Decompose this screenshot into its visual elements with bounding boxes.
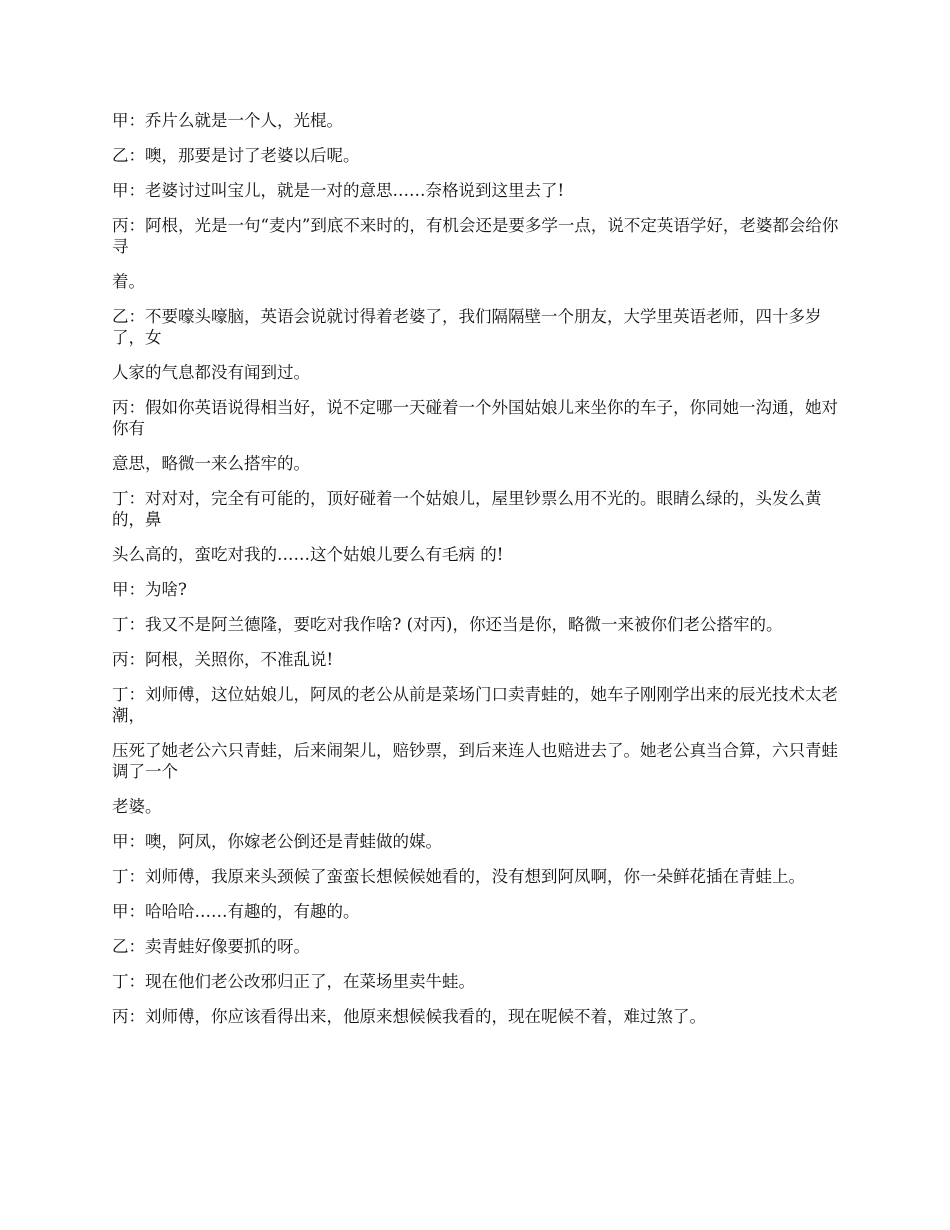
dialogue-line: 丁：刘师傅，这位姑娘儿，阿凤的老公从前是菜场门口卖青蛙的，她车子刚刚学出来的辰光技术太老潮，: [112, 685, 838, 725]
dialogue-line: 甲：乔片么就是一个人，光棍。: [112, 111, 343, 130]
dialogue-text-body: [112, 110, 840, 1041]
dialogue-line-continuation: 压死了她老公六只青蛙，后来闹架儿，赔钞票，到后来连人也赔进去了。她老公真当合算，六只青蛙调了一个: [112, 741, 838, 781]
dialogue-line: 甲：为啥?: [112, 580, 187, 599]
dialogue-line-continuation: 人家的气息都没有闻到过。: [112, 363, 310, 382]
dialogue-line: 丁：刘师傅，我原来头颈候了蛮蛮长想候候她看的，没有想到阿凤啊，你一朵鲜花插在青蛙上。: [112, 867, 805, 886]
dialogue-line-continuation: 着。: [112, 272, 145, 291]
dialogue-line: 乙：不要嚎头嚎脑，英语会说就讨得着老婆了，我们隔隔壁一个朋友，大学里英语老师，四十多岁了，女: [112, 307, 822, 347]
dialogue-line-continuation: 头么高的，蛮吃对我的……这个姑娘儿要么有毛病 的!: [112, 545, 504, 564]
dialogue-line: 丙：阿根，关照你，不准乱说!: [112, 650, 334, 669]
dialogue-line: 丁：对对对，完全有可能的，顶好碰着一个姑娘儿，屋里钞票么用不光的。眼睛么绿的，头发么黄的，鼻: [112, 489, 822, 529]
dialogue-line: 甲：哈哈哈……有趣的，有趣的。: [112, 902, 360, 921]
dialogue-line: 丙：假如你英语说得相当好，说不定哪一天碰着一个外国姑娘儿来坐你的车子，你同她一沟通，她对你有: [112, 398, 838, 438]
dialogue-line: 丙：刘师傅，你应该看得出来，他原来想候候我看的，现在呢候不着，难过煞了。: [112, 1007, 706, 1026]
dialogue-line: 乙：卖青蛙好像要抓的呀。: [112, 937, 310, 956]
dialogue-line: 甲：老婆讨过叫宝儿，就是一对的意思……奈格说到这里去了!: [112, 181, 565, 200]
dialogue-line: 丁：我又不是阿兰德隆，要吃对我作啥? (对丙)，你还当是你，略微一来被你们老公搭牢的。: [112, 615, 783, 634]
dialogue-line-continuation: 老婆。: [112, 797, 162, 816]
dialogue-line: 甲：噢，阿凤，你嫁老公倒还是青蛙做的媒。: [112, 832, 442, 851]
dialogue-line: 丙：阿根，光是一句“麦内”到底不来时的，有机会还是要多学一点，说不定英语学好，老婆都会给你寻: [112, 216, 839, 256]
dialogue-line: 丁：现在他们老公改邪归正了，在菜场里卖牛蛙。: [112, 972, 475, 991]
dialogue-line-continuation: 意思，略微一来么搭牢的。: [112, 454, 310, 473]
dialogue-line: 乙：噢，那要是讨了老婆以后呢。: [112, 146, 360, 165]
